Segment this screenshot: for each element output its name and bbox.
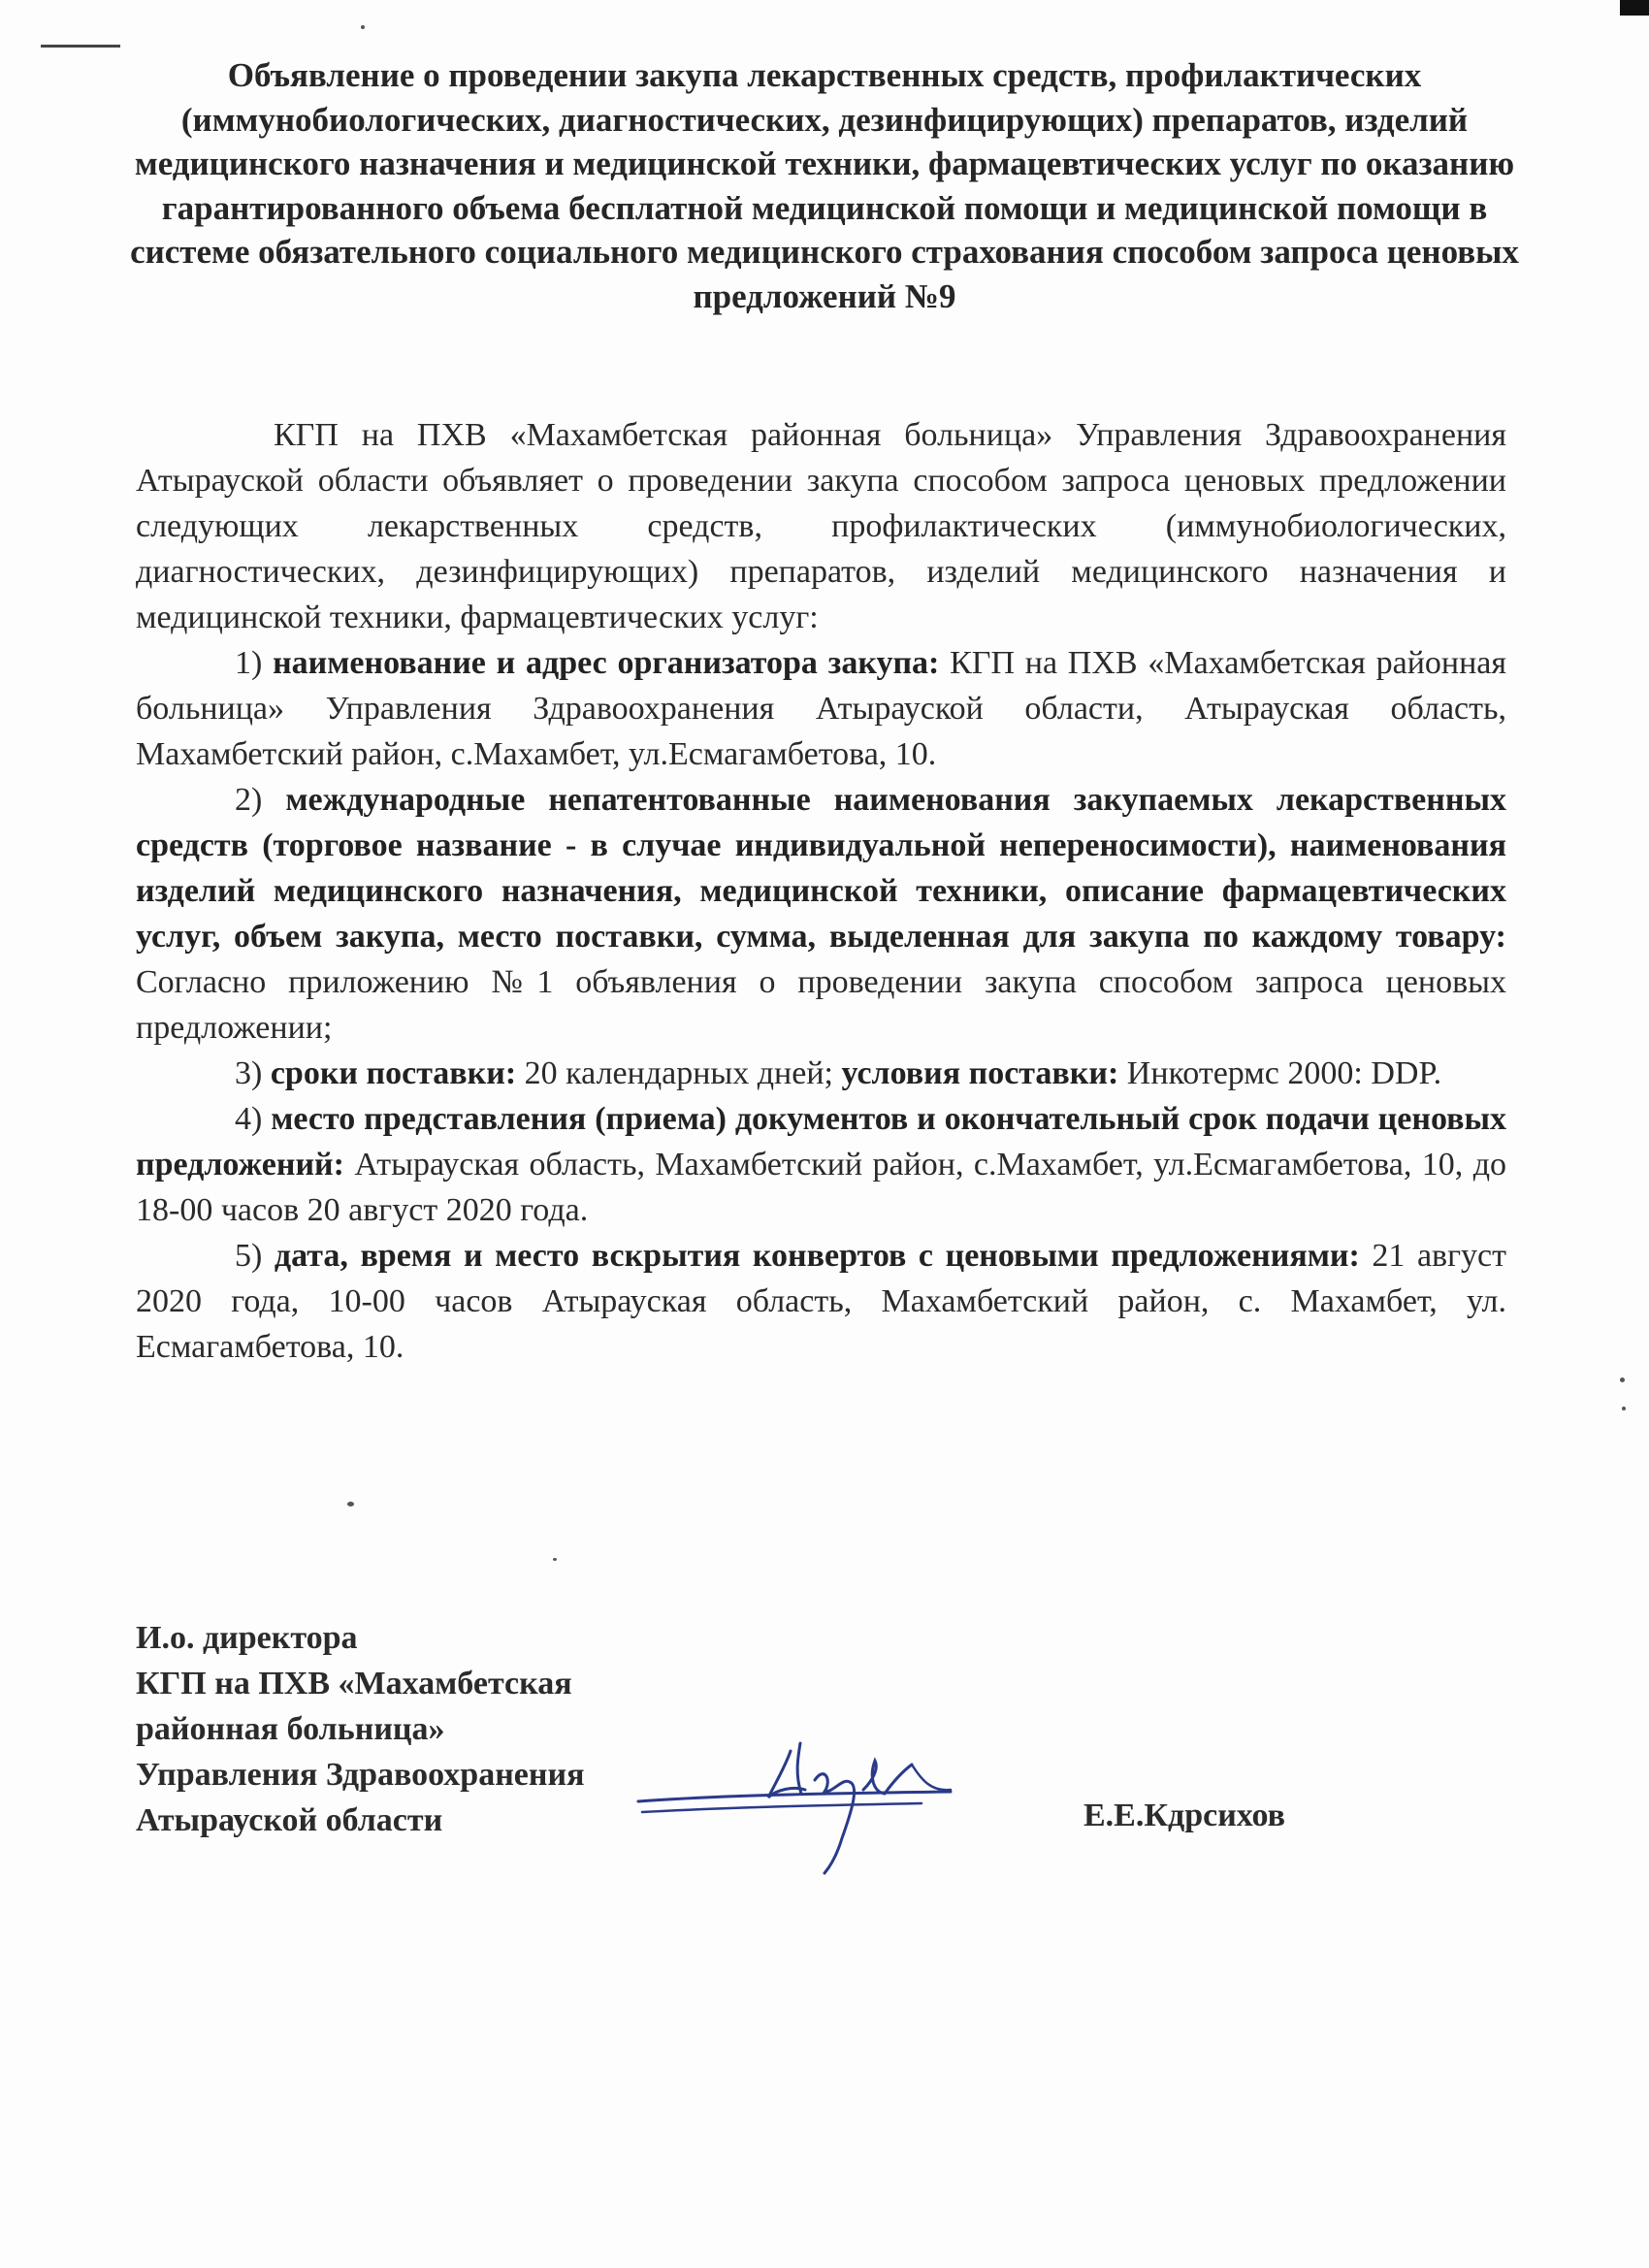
scan-speck — [553, 1558, 557, 1561]
scan-speck — [361, 25, 365, 29]
item-label: условия поставки: — [841, 1055, 1119, 1091]
item-text: Атырауская область, Махамбетский район, с.Махамбет, ул.Есмагамбетова, 10, до 18-00 часов 20 август 2020 года. — [136, 1147, 1507, 1228]
signatory-line: КГП на ПХВ «Махамбетская — [136, 1666, 572, 1701]
intro-paragraph: КГП на ПХВ «Махамбетская районная больница» Управления Здравоохранения Атырауской области объявляет о проведении закупа способом запроса ценовых предложении следующих лекарственных средств, профилактических (иммунобиологических, диагностических, дезинфицирующих) препаратов, изделий медицинского назначения и медицинской техники, фармацевтических услуг: — [136, 417, 1506, 635]
signatory-line: Управления Здравоохранения — [136, 1757, 585, 1793]
item-text: КГП на ПХВ «Махамбетская районная больница» Управления Здравоохранения Атырауской области, Атырауская область, Махамбетский район, с.Махамбет, ул.Есмагамбетова, 10. — [136, 645, 1507, 772]
signatory-line: Атырауской области — [136, 1802, 443, 1838]
item-number: 1) — [235, 645, 263, 681]
document-body — [136, 412, 1506, 1370]
signatory-name: Е.Е.Кдрсихов — [1083, 1798, 1286, 1833]
item-label: место представления (приема) документов и окончательный срок подачи ценовых предложений: — [136, 1101, 1507, 1183]
item-1 — [136, 640, 1506, 777]
scan-edge-mark — [1620, 0, 1649, 16]
item-number: 3) — [235, 1055, 263, 1091]
item-4 — [136, 1096, 1506, 1233]
item-3 — [136, 1051, 1506, 1096]
item-label: дата, время и место вскрытия конвертов с ценовыми предложениями: — [274, 1238, 1360, 1274]
item-2 — [136, 777, 1506, 1051]
item-number: 4) — [235, 1101, 263, 1137]
item-text: 21 август 2020 года, 10-00 часов Атырауская область, Махамбетский район, с. Махамбет, ул. Есмагамбетова, 10. — [136, 1238, 1507, 1365]
signatory-title — [136, 1615, 584, 1843]
item-text: Согласно приложению №1 объявления о проведении закупа способом запроса ценовых предложении; — [136, 964, 1506, 1046]
item-label: сроки поставки: — [270, 1055, 517, 1091]
item-number: 5) — [235, 1238, 263, 1274]
item-label: международные непатентованные наименования закупаемых лекарственных средств (торговое название - в случае индивидуальной непереносимости), наименования изделий медицинского назначения, медицинской техники, описание фармацевтических услуг, объем закупа, место поставки, сумма, выделенная для закупа по каждому товару: — [136, 782, 1507, 955]
handwritten-signature — [630, 1722, 1067, 1877]
document-title: Объявление о проведении закупа лекарственных средств, профилактических (иммунобиологических, диагностических, дезинфицирующих) препаратов, изделий медицинского назначения и медицинской техники, фармацевтических услуг по оказанию гарантированного объема бесплатной медицинской помощи и медицинской помощи в системе обязательного социального медицинского страхования способом запроса ценовых предложений №9 — [130, 56, 1519, 315]
scan-speck — [347, 1502, 354, 1507]
scan-edge-mark — [41, 45, 120, 48]
item-label: наименование и адрес организатора закупа: — [273, 645, 940, 681]
signatory-line: И.о. директора — [136, 1620, 358, 1656]
scan-speck — [1620, 1377, 1625, 1382]
item-text: 20 календарных дней; — [524, 1055, 833, 1091]
signatory-line: районная больница» — [136, 1711, 445, 1747]
item-text: Инкотермс 2000: DDP. — [1126, 1055, 1442, 1091]
item-number: 2) — [235, 782, 263, 818]
item-5 — [136, 1233, 1506, 1370]
scan-speck — [1622, 1407, 1626, 1410]
